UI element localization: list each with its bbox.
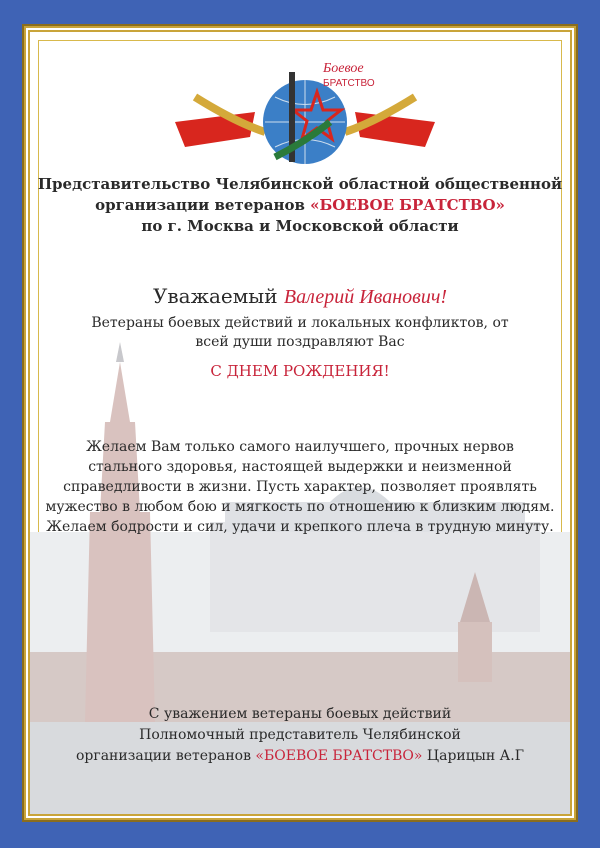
signature-prefix: организации ветеранов	[75, 748, 256, 764]
greeting	[30, 284, 570, 309]
header-line-1: Представительство Челябинской областной общественной	[37, 175, 563, 193]
intro-text	[30, 314, 570, 352]
salutation: Уважаемый	[152, 284, 284, 308]
intro-line-2: всей души поздравляют Вас	[195, 334, 405, 350]
recipient-name: Валерий Иванович!	[283, 286, 448, 308]
wishes-paragraph	[30, 437, 570, 537]
wishes-line: справедливости в жизни. Пусть характер, позволяет проявлять	[63, 479, 537, 495]
wishes-line: мужество в любом бою и мягкость по отношению к близким людям.	[45, 499, 555, 515]
occasion-title: С ДНЕМ РОЖДЕНИЯ!	[210, 362, 390, 380]
signature-line-1: С уважением ветераны боевых действий	[148, 706, 452, 722]
signature-line-2: Полномочный представитель Челябинской	[139, 727, 461, 743]
intro-line-1: Ветераны боевых действий и локальных конфликтов, от	[91, 315, 509, 331]
boevoe-bratstvo-logo	[155, 52, 455, 172]
signature-block	[30, 704, 570, 767]
signatory-name: Царицын А.Г	[422, 748, 524, 764]
certificate-frame	[24, 26, 576, 820]
signature-line-3	[30, 746, 570, 767]
wishes-line: стального здоровья, настоящей выдержки и неизменной	[88, 459, 512, 475]
logo-text: Боевое	[323, 61, 364, 76]
organization-name: «БОЕВОЕ БРАТСТВО»	[310, 196, 505, 214]
header-line-2-prefix: организации ветеранов	[95, 196, 311, 214]
header-line-2	[30, 195, 570, 216]
wishes-line: Желаем бодрости и сил, удачи и крепкого плеча в трудную минуту.	[46, 519, 554, 535]
header-line-3: по г. Москва и Московской области	[141, 217, 459, 235]
wishes-line: Желаем Вам только самого наилучшего, прочных нервов	[86, 439, 514, 455]
logo-text-2: БРАТСТВО	[323, 78, 375, 89]
signature-org-name: «БОЕВОЕ БРАТСТВО»	[255, 748, 423, 764]
organization-header	[30, 174, 570, 237]
